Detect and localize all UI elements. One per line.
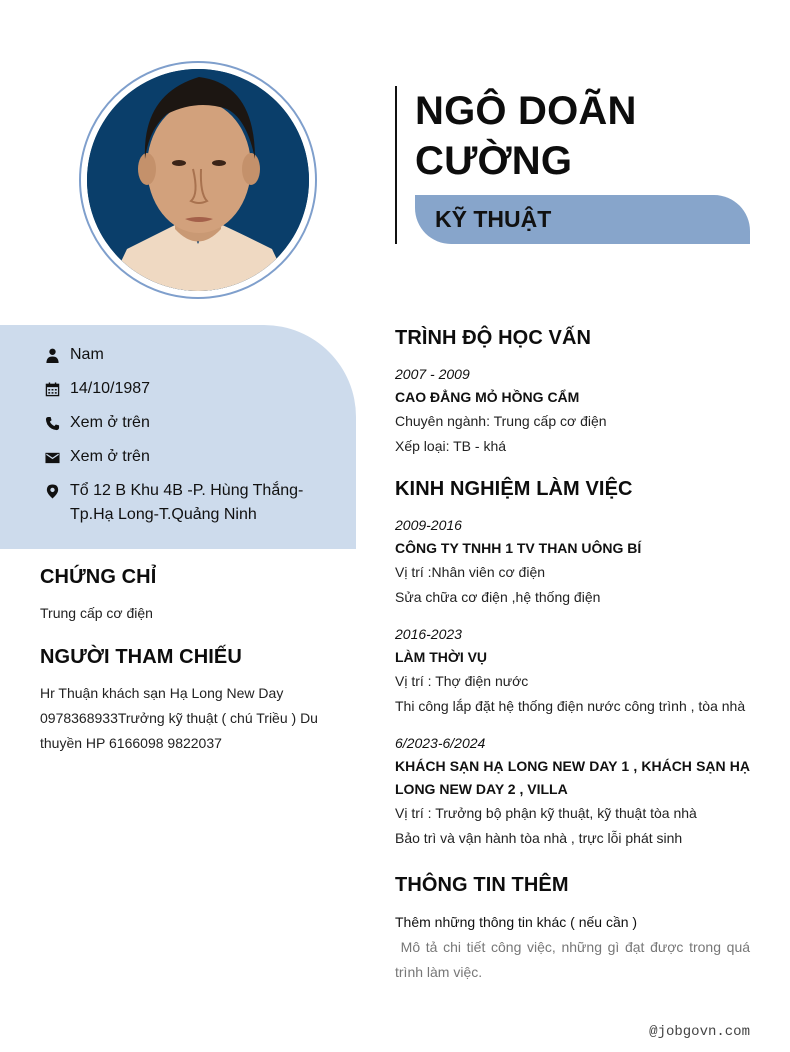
calendar-icon	[44, 377, 60, 401]
avatar-photo	[87, 69, 309, 291]
mail-icon	[44, 445, 60, 469]
experience-title: KINH NGHIỆM LÀM VIỆC	[395, 478, 633, 500]
references-text: Hr Thuận khách sạn Hạ Long New Day 0978368933Trưởng kỹ thuật ( chú Triều ) Du thuyền HP 6166098 9822037	[40, 685, 318, 751]
education-section	[395, 327, 750, 459]
education-major: Chuyên ngành: Trung cấp cơ điện	[395, 413, 607, 429]
education-entry	[395, 363, 750, 459]
experience-company: KHÁCH SẠN HẠ LONG NEW DAY 1 , KHÁCH SẠN HẠ LONG NEW DAY 2 , VILLA	[395, 758, 750, 797]
experience-entry	[395, 732, 750, 851]
additional-info-title: THÔNG TIN THÊM	[395, 874, 569, 896]
additional-info-placeholder: Mô tả chi tiết công việc, những gì đạt được trong quá trình làm việc.	[395, 939, 754, 980]
watermark: @jobgovn.com	[649, 1024, 750, 1040]
experience-date: 6/2023-6/2024	[395, 735, 486, 751]
certificates-title: CHỨNG CHỈ	[40, 566, 157, 588]
experience-date: 2016-2023	[395, 626, 462, 642]
contact-gender	[44, 343, 334, 367]
experience-section	[395, 478, 750, 851]
experience-date: 2009-2016	[395, 517, 462, 533]
experience-entry	[395, 623, 750, 719]
education-title: TRÌNH ĐỘ HỌC VẤN	[395, 327, 592, 349]
contact-address-text: Tổ 12 B Khu 4B -P. Hùng Thắng-Tp.Hạ Long-T.Quảng Ninh	[70, 482, 304, 523]
header-divider	[395, 86, 397, 244]
contact-phone	[44, 411, 334, 435]
experience-company: LÀM THỜI VỤ	[395, 649, 488, 665]
person-icon	[44, 343, 60, 367]
contact-phone-text: Xem ở trên	[70, 414, 150, 431]
phone-icon	[44, 411, 60, 435]
education-school: CAO ĐẲNG MỎ HỒNG CẨM	[395, 389, 580, 405]
portrait-illustration	[87, 69, 309, 291]
certificate-item: Trung cấp cơ điện	[40, 605, 153, 621]
job-title: KỸ THUẬT	[435, 206, 552, 232]
experience-company: CÔNG TY TNHH 1 TV THAN UÔNG BÍ	[395, 540, 642, 556]
experience-position: Vị trí :Nhân viên cơ điện	[395, 564, 546, 580]
experience-position: Vị trí : Trưởng bộ phận kỹ thuật, kỹ thuật tòa nhà	[395, 805, 697, 821]
education-grade: Xếp loại: TB - khá	[395, 438, 507, 454]
contact-gender-text: Nam	[70, 346, 104, 363]
experience-description: Sửa chữa cơ điện ,hệ thống điện	[395, 589, 601, 605]
education-date: 2007 - 2009	[395, 366, 470, 382]
additional-info-line: Thêm những thông tin khác ( nếu cần )	[395, 914, 638, 930]
additional-info-section	[395, 874, 754, 985]
references-section	[40, 646, 350, 756]
experience-description: Bảo trì và vận hành tòa nhà , trực lỗi phát sinh	[395, 830, 683, 846]
job-title-banner	[415, 195, 750, 244]
experience-description: Thi công lắp đặt hệ thống điện nước công trình , tòa nhà	[395, 698, 746, 714]
name-line-1: NGÔ DOÃN	[415, 89, 637, 133]
location-pin-icon	[44, 479, 60, 503]
experience-entry	[395, 514, 750, 610]
name-line-2: CƯỜNG	[415, 139, 573, 183]
references-title: NGƯỜI THAM CHIẾU	[40, 646, 242, 668]
contact-email	[44, 445, 334, 469]
contact-list	[44, 343, 334, 537]
contact-birthdate-text: 14/10/1987	[70, 380, 151, 397]
candidate-name	[415, 86, 755, 186]
contact-birthdate	[44, 377, 334, 401]
contact-address	[44, 479, 334, 527]
contact-email-text: Xem ở trên	[70, 448, 150, 465]
experience-position: Vị trí : Thợ điện nước	[395, 673, 529, 689]
certificates-section	[40, 566, 350, 626]
